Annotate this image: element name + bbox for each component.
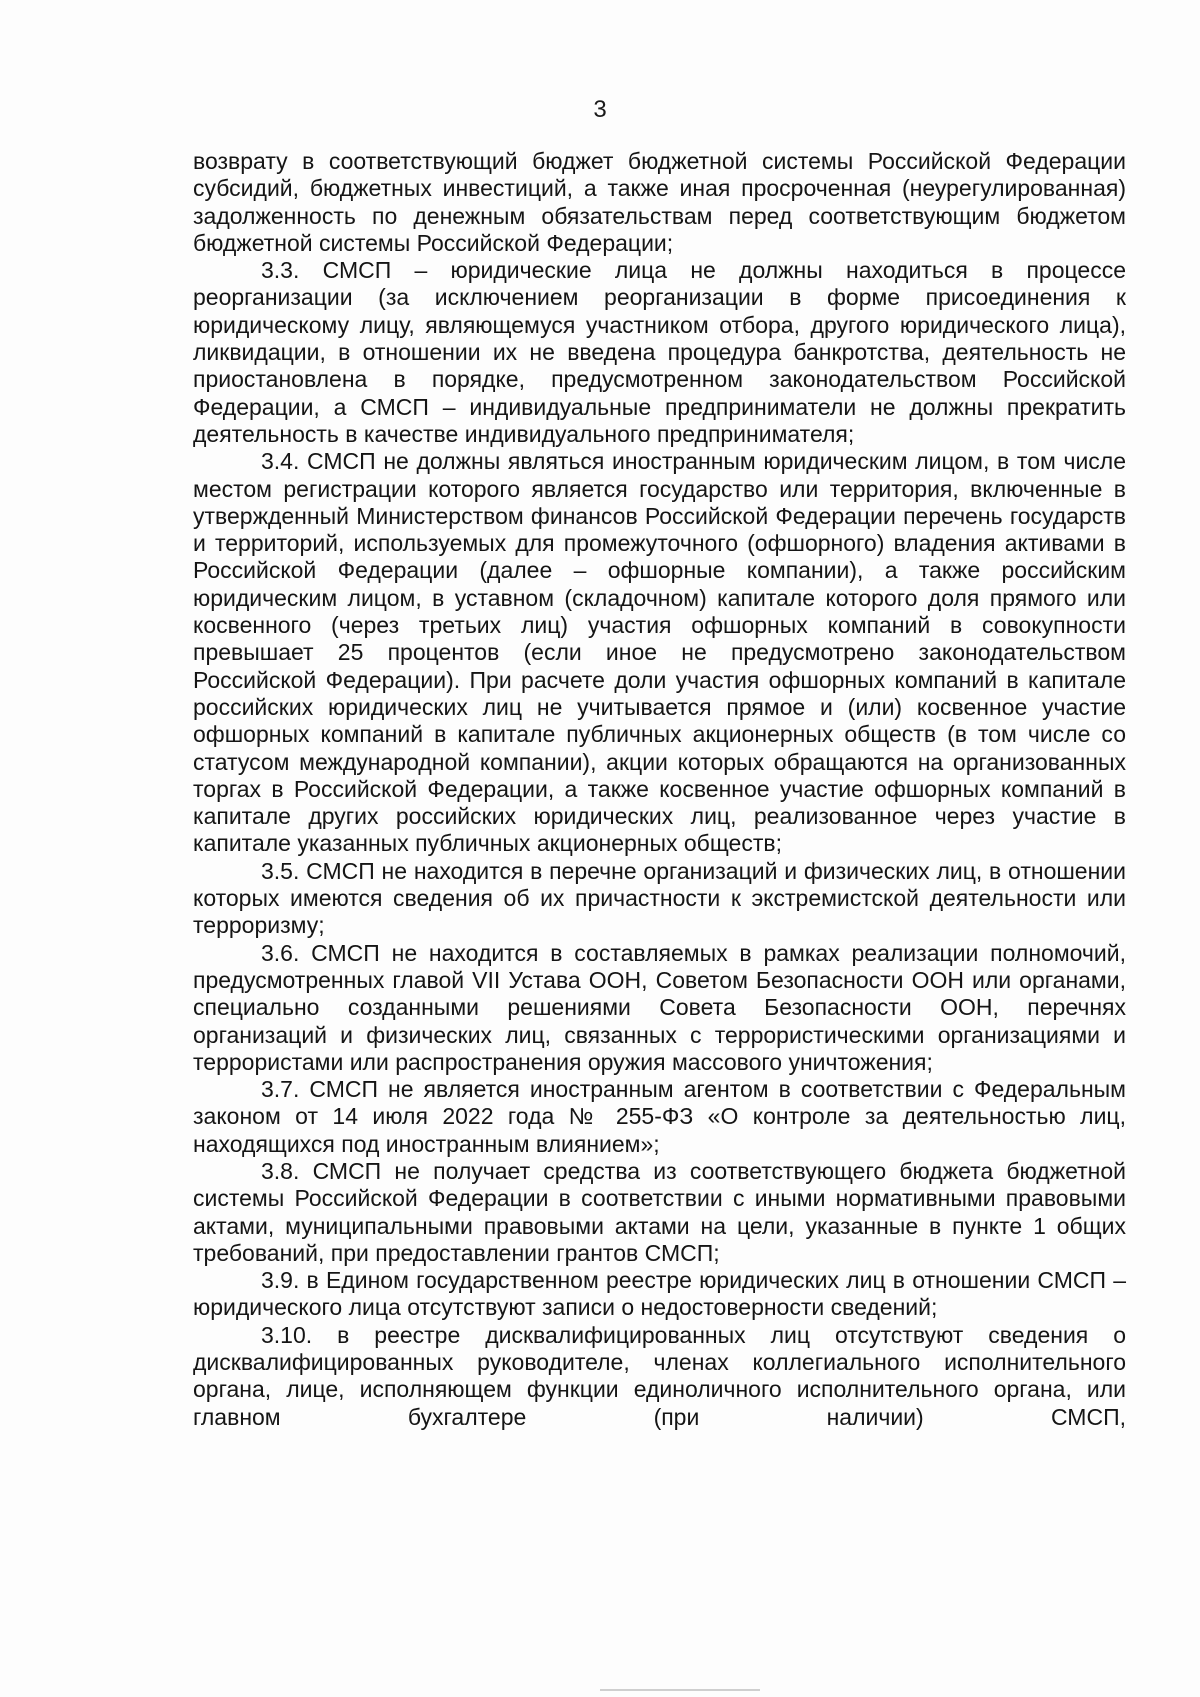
paragraph-3-10: 3.10. в реестре дисквалифицированных лиц отсутствуют сведения о дисквалифицированных руководителе, членах коллегиального исполнительного органа, лице, исполняющем функции единоличного исполнительного органа, или главном бухгалтере (при наличии) СМСП,: [193, 1321, 1126, 1430]
paragraph-3-4: 3.4. СМСП не должны являться иностранным юридическим лицом, в том числе местом регистрации которого является государство или территория, включенные в утвержденный Министерством финансов Российской Федерации перечень государств и территорий, используемых для промежуточного (офшорного) владения активами в Российской Федерации (далее – офшорные компании), а также российским юридическим лицом, в уставном (складочном) капитале которого доля прямого или косвенного (через третьих лиц) участия офшорных компаний в совокупности превышает 25 процентов (если иное не предусмотрено законодательством Российской Федерации). При расчете доли участия офшорных компаний в капитале российских юридических лиц не учитывается прямое и (или) косвенное участие офшорных компаний в капитале публичных акционерных обществ (в том числе со статусом международной компании), акции которых обращаются на организованных торгах в Российской Федерации, а также косвенное участие офшорных компаний в капитале других российских юридических лиц, реализованное через участие в капитале указанных публичных акционерных обществ;: [193, 448, 1126, 857]
paragraph-3-9: 3.9. в Едином государственном реестре юридических лиц в отношении СМСП – юридического лица отсутствуют записи о недостоверности сведений;: [193, 1267, 1126, 1321]
paragraph-3-6: 3.6. СМСП не находится в составляемых в рамках реализации полномочий, предусмотренных главой VII Устава ООН, Советом Безопасности ООН или органами, специально созданными решениями Совета Безопасности ООН, перечнях организаций и физических лиц, связанных с террористическими организациями и террористами или распространения оружия массового уничтожения;: [193, 939, 1126, 1075]
paragraph-3-3: 3.3. СМСП – юридические лица не должны находиться в процессе реорганизации (за исключением реорганизации в форме присоединения к юридическому лицу, являющемуся участником отбора, другого юридического лица), ликвидации, в отношении их не введена процедура банкротства, деятельность не приостановлена в порядке, предусмотренном законодательством Российской Федерации, а СМСП – индивидуальные предприниматели не должны прекратить деятельность в качестве индивидуального предпринимателя;: [193, 257, 1126, 447]
paragraph-3-8: 3.8. СМСП не получает средства из соответствующего бюджета бюджетной системы Российской Федерации в соответствии с иными нормативными правовыми актами, муниципальными правовыми актами на цели, указанные в пункте 1 общих требований, при предоставлении грантов СМСП;: [193, 1157, 1126, 1266]
paragraph-continuation: возврату в соответствующий бюджет бюджетной системы Российской Федерации субсидий, бюджетных инвестиций, а также иная просроченная (неурегулированная) задолженность по денежным обязательствам перед соответствующим бюджетом бюджетной системы Российской Федерации;: [193, 148, 1126, 256]
paragraph-3-7: 3.7. СМСП не является иностранным агентом в соответствии с Федеральным законом от 14 июля 2022 года № 255-ФЗ «О контроле за деятельностью лиц, находящихся под иностранным влиянием»;: [193, 1076, 1126, 1157]
page-number: 3: [593, 96, 607, 123]
document-body: [193, 148, 1126, 1431]
paragraph-3-5: 3.5. СМСП не находится в перечне организаций и физических лиц, в отношении которых имеются сведения об их причастности к экстремистской деятельности или терроризму;: [193, 857, 1126, 939]
scan-artifact: [600, 1689, 760, 1691]
